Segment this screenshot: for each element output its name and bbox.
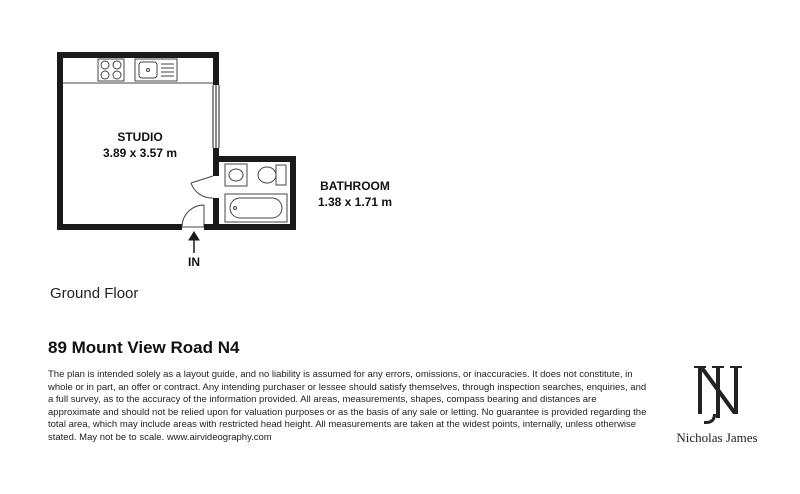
kitchen-sink-icon <box>135 59 177 81</box>
toilet-icon <box>258 165 286 185</box>
entrance-door <box>182 205 206 227</box>
studio-name: STUDIO <box>117 130 163 144</box>
entrance-label: IN <box>188 255 200 269</box>
bathroom-name: BATHROOM <box>320 179 390 193</box>
bathroom-door <box>191 176 213 198</box>
studio-dimensions: 3.89 x 3.57 m <box>102 146 178 160</box>
disclaimer-text: The plan is intended solely as a layout guide, and no liability is assumed for any errors, omissions, or inaccuracies. It does not constitute, in whole or in part, an offer or contract. Any intending purchaser or lessee should satisfy themselves, through inspection searches, enquiries, and a full survey, as to the accuracy of the information provided. All areas, measurements, shapes, compass bearing and distances are approximate and should not be relied upon for valuation purposes or as the basis of any sale or letting. No guarantee is provided regarding the total area, which may include areas with restricted head height. All measurements are taken at the widest points, internally, unless otherwise stated. May not be to scale. www.airvideography.com <box>48 369 647 443</box>
floor-label: Ground Floor <box>50 285 139 302</box>
bathroom-basin-icon <box>225 164 247 186</box>
property-address: 89 Mount View Road N4 <box>48 338 240 357</box>
bathroom-dimensions: 1.38 x 1.71 m <box>317 195 393 209</box>
brand-name: Nicholas James <box>676 430 758 445</box>
studio-window <box>213 85 219 148</box>
hob-icon <box>98 59 124 81</box>
bathtub-icon <box>225 194 287 222</box>
nj-monogram-logo <box>690 362 746 428</box>
entrance-arrow-icon <box>189 232 199 253</box>
